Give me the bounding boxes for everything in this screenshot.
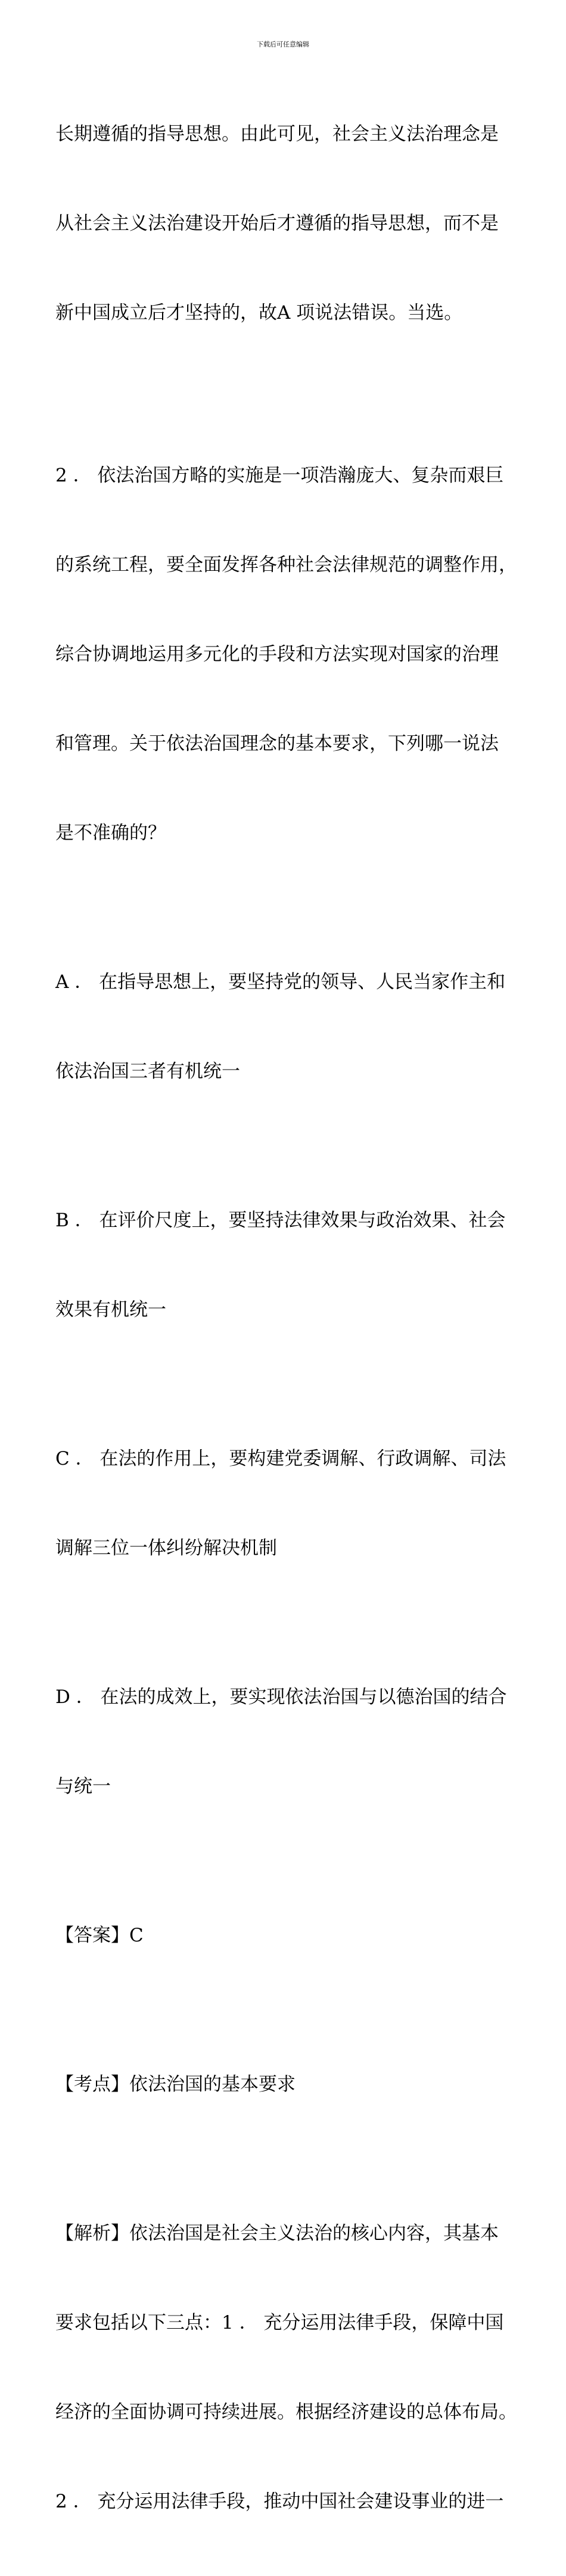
- text-line: 长期遵循的指导思想。由此可见，社会主义法治理念是: [55, 123, 499, 145]
- previous-explanation-paragraph: [55, 60, 517, 387]
- text-line: 新中国成立后才坚持的，故A 项说法错误。当选。: [55, 302, 463, 324]
- page-header: 下载后可任意编辑: [257, 41, 309, 48]
- text-line: A ． 在指导思想上，要坚持党的领导、人民当家作主和: [55, 971, 506, 993]
- text-line: 经济的全面协调可持续进展。根据经济建设的总体布局。: [55, 2401, 517, 2423]
- text-line: 综合协调地运用多元化的手段和方法实现对国家的治理: [55, 644, 499, 665]
- text-line: 2 ． 充分运用法律手段，推动中国社会建设事业的进一: [55, 2491, 504, 2512]
- option-b: [55, 1146, 517, 1384]
- question-paragraph: [55, 401, 517, 908]
- text-line: 和管理。关于依法治国理念的基本要求，下列哪一说法: [55, 733, 499, 754]
- text-line: 效果有机统一: [55, 1299, 166, 1320]
- text-line: 要求包括以下三点：1 ． 充分运用法律手段，保障中国: [55, 2312, 504, 2333]
- text-line: 调解三位一体纠纷解决机制: [55, 1537, 277, 1559]
- analysis-paragraph: [55, 2159, 517, 2576]
- document-body: [55, 60, 517, 2576]
- text-line: 从社会主义法治建设开始后才遵循的指导思想，而不是: [55, 213, 499, 234]
- text-line: 【考点】依法治国的基本要求: [55, 2074, 296, 2095]
- option-c: [55, 1384, 517, 1623]
- keypoint-line: [55, 2010, 517, 2159]
- text-line: D ． 在法的成效上，要实现依法治国与以德治国的结合: [55, 1686, 507, 1708]
- text-line: 是不准确的？: [55, 822, 166, 844]
- text-line: C ． 在法的作用上，要构建党委调解、行政调解、司法: [55, 1448, 506, 1469]
- paragraph-gap: [55, 387, 517, 401]
- text-line: 2 ． 依法治国方略的实施是一项浩瀚庞大、复杂而艰巨: [55, 465, 504, 486]
- text-line: 依法治国三者有机统一: [55, 1061, 240, 1082]
- option-d: [55, 1623, 517, 1861]
- text-line: 【解析】依法治国是社会主义法治的核心内容，其基本: [55, 2223, 499, 2244]
- text-line: 的系统工程，要全面发挥各种社会法律规范的调整作用，: [55, 554, 517, 576]
- text-line: B ． 在评价尺度上，要坚持法律效果与政治效果、社会: [55, 1210, 506, 1231]
- answer-line: [55, 1861, 517, 2010]
- text-line: 【答案】C: [55, 1925, 144, 1946]
- option-a: [55, 908, 517, 1146]
- text-line: 与统一: [55, 1776, 111, 1797]
